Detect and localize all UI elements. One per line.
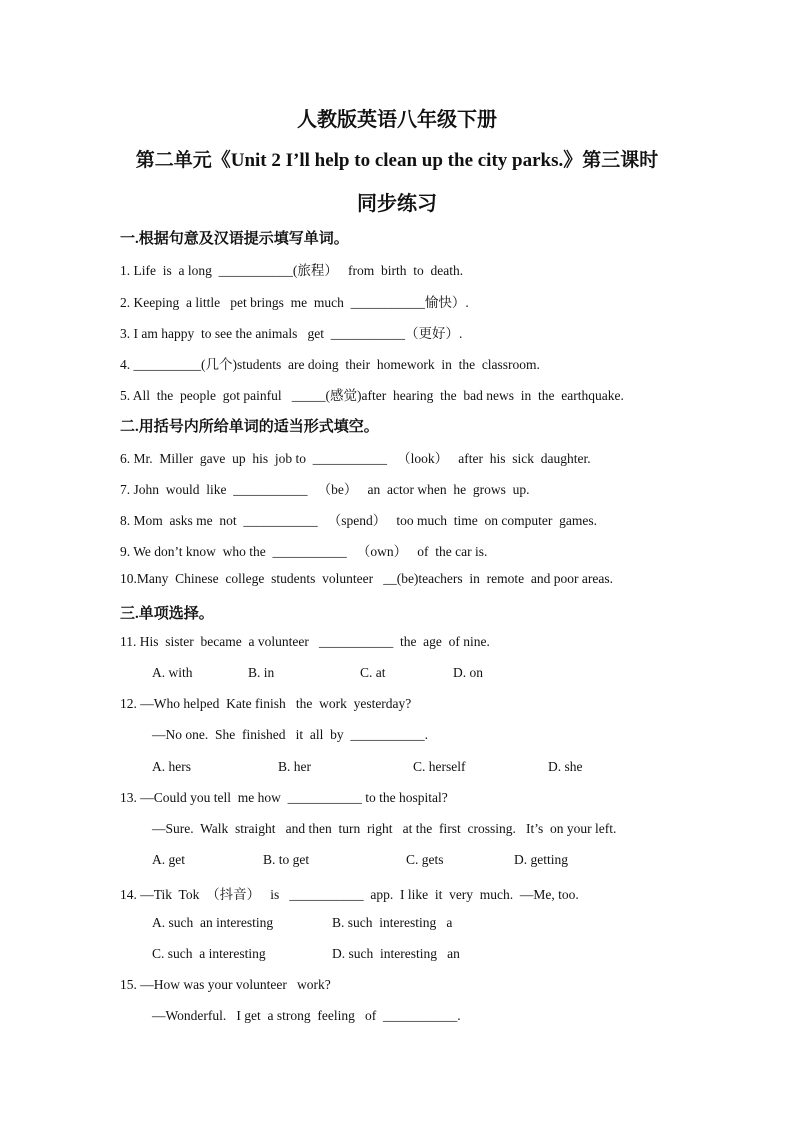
document-subtitle: 第二单元《Unit 2 I’ll help to clean up the city parks.》第三课时 [135,150,659,171]
section-heading-3: 三.单项选择。 [120,606,214,622]
q14-option-b: B. such interesting a [332,915,453,930]
document-subtitle-2: 同步练习 [357,193,437,215]
question-15: 15. —How was your volunteer work? [120,977,331,992]
question-1: 1. Life is a long ___________(旅程） from birth to death. [120,263,464,278]
q12-option-a: A. hers [152,759,191,774]
section-heading-2: 二.用括号内所给单词的适当形式填空。 [120,419,379,435]
q12-option-c: C. herself [413,759,466,774]
question-8: 8. Mom asks me not ___________ （spend） too much time on computer games. [120,513,597,528]
question-7: 7. John would like ___________ （be） an actor when he grows up. [120,482,530,497]
question-4: 4. __________(几个)students are doing their homework in the classroom. [120,357,540,372]
q12-option-d: D. she [548,759,583,774]
question-15-response: —Wonderful. I get a strong feeling of ___________. [152,1008,461,1023]
question-12: 12. —Who helped Kate finish the work yesterday? [120,696,412,711]
question-5: 5. All the people got painful _____(感觉)after hearing the bad news in the earthquake. [120,388,624,403]
question-12-response: —No one. She finished it all by ___________. [152,727,428,742]
q11-option-a: A. with [152,665,193,680]
q14-option-a: A. such an interesting [152,915,274,930]
question-11: 11. His sister became a volunteer ___________ the age of nine. [120,634,490,649]
q13-option-a: A. get [152,852,185,867]
q11-option-b: B. in [248,665,275,680]
q13-option-b: B. to get [263,852,310,867]
q13-option-c: C. gets [406,852,444,867]
question-3: 3. I am happy to see the animals get ___________（更好）. [120,326,463,341]
question-6: 6. Mr. Miller gave up his job to ___________ （look） after his sick daughter. [120,451,591,466]
question-14: 14. —Tik Tok （抖音） is ___________ app. I like it very much. —Me, too. [120,887,579,902]
q14-option-d: D. such interesting an [332,946,460,961]
question-9: 9. We don’t know who the ___________ （own） of the car is. [120,544,488,559]
question-13-response: —Sure. Walk straight and then turn right at the first crossing. It’s on your left. [152,821,617,836]
question-2: 2. Keeping a little pet brings me much ___________愉快）. [120,295,469,310]
question-13: 13. —Could you tell me how ___________ to the hospital? [120,790,448,805]
section-heading-1: 一.根据句意及汉语提示填写单词。 [120,231,349,247]
q11-option-c: C. at [360,665,386,680]
document-title: 人教版英语八年级下册 [297,109,497,131]
q14-option-c: C. such a interesting [152,946,266,961]
q11-option-d: D. on [453,665,483,680]
q13-option-d: D. getting [514,852,568,867]
q12-option-b: B. her [278,759,311,774]
question-10: 10.Many Chinese college students volunteer __(be)teachers in remote and poor areas. [120,571,613,586]
